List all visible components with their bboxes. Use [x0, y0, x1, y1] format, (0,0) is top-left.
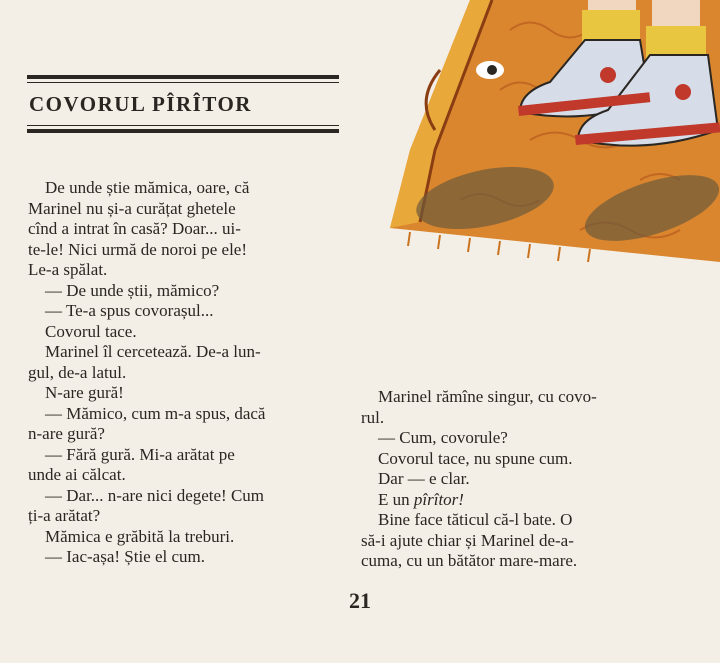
- page-title: COVORUL PÎRÎTOR: [29, 92, 252, 116]
- text-line: Covorul tace.: [45, 321, 137, 341]
- title-rule-top-thick: [27, 75, 339, 79]
- text-line: — Iac-așa! Știe el cum.: [45, 547, 206, 566]
- text-fragment: E un: [378, 489, 410, 509]
- text-line: Dar — e clar.: [378, 469, 470, 488]
- text-line: Marinel rămîne singur, cu covo-: [378, 387, 597, 406]
- text-line: — Fără gură. Mi-a arătat pe: [45, 444, 235, 464]
- carpet-illustration: [380, 0, 720, 262]
- text-line: Le-a spălat.: [28, 260, 108, 279]
- text-column-right: [361, 387, 597, 572]
- text-column-left: [28, 178, 266, 568]
- title-rule-bottom-thin: [27, 125, 339, 126]
- text-line: te-le! Nici urmă de noroi pe ele!: [28, 239, 248, 259]
- text-line: De unde știe mămica, oare, că: [45, 178, 250, 197]
- text-line: — Cum, covorule?: [378, 428, 508, 447]
- text-line: cuma, cu un bătător mare-mare.: [361, 551, 578, 570]
- text-line: [378, 490, 597, 511]
- text-line: Bine face tăticul că-l bate. O: [378, 510, 573, 529]
- title-rule-bottom-thick: [27, 129, 339, 133]
- text-line: — Dar... n-are nici degete! Cum: [45, 485, 265, 505]
- text-line: — Mămico, cum m-a spus, dacă: [45, 403, 266, 423]
- text-line: cînd a intrat în casă? Doar... ui-: [28, 219, 241, 238]
- page-number: 21: [349, 588, 371, 613]
- text-line: să-i ajute chiar și Marinel de-a-: [361, 530, 574, 550]
- text-line: rul.: [361, 407, 385, 427]
- text-line: Marinel îl cercetează. De-a lun-: [45, 342, 261, 361]
- title-rule-top-thin: [27, 82, 339, 83]
- text-line: Marinel nu și-a curățat ghetele: [28, 198, 236, 218]
- text-line: N-are gură!: [45, 383, 124, 402]
- text-line: — De unde știi, mămico?: [45, 280, 220, 300]
- text-line: unde ai călcat.: [28, 465, 126, 484]
- text-line: ți-a arătat?: [28, 506, 101, 525]
- text-line: — Te-a spus covorașul...: [45, 301, 214, 320]
- text-line: n-are gură?: [28, 424, 105, 443]
- text-line: Mămica e grăbită la treburi.: [45, 526, 235, 546]
- emphasis-text: pîrîtor!: [413, 489, 464, 509]
- text-line: Covorul tace, nu spune cum.: [378, 448, 573, 468]
- text-line: gul, de-a latul.: [28, 362, 127, 382]
